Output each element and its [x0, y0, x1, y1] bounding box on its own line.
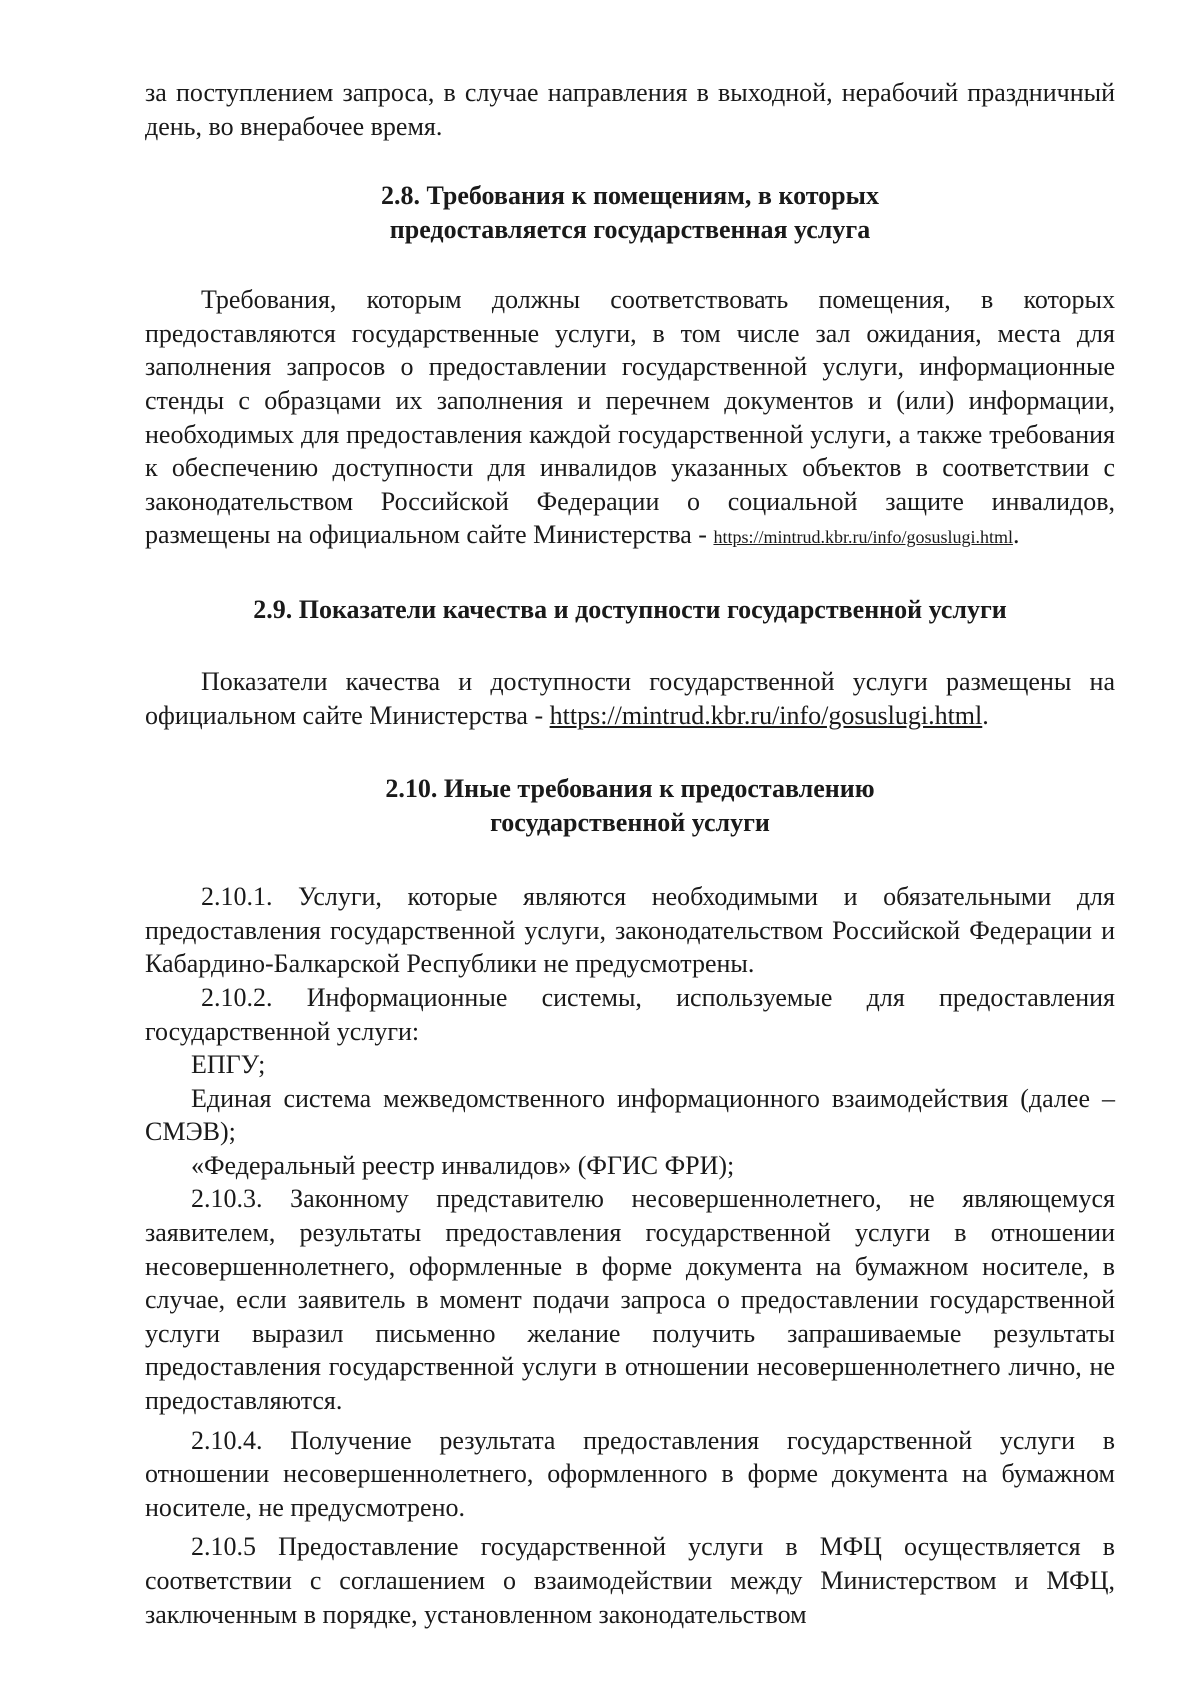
page-content [145, 76, 1115, 1631]
section-2-8-link-suffix: . [1012, 520, 1020, 550]
section-2-10-title-line2: государственной услуги [490, 808, 770, 838]
section-2-8-title-line2: предоставляется государственная услуга [389, 215, 871, 245]
section-2-9-link-suffix: . [982, 700, 989, 730]
section-2-9-heading: 2.9. Показатели качества и доступности государственной услуги [253, 594, 1007, 624]
paragraph-2-10-2: 2.10.2. Информационные системы, используемые для предоставления государственной услуги: [145, 982, 1115, 1046]
section-2-10-title-line1: 2.10. Иные требования к предоставлению [385, 774, 875, 804]
intro-paragraph: за поступлением запроса, в случае направления в выходной, нерабочий праздничный день, во внерабочее время. [145, 78, 1115, 141]
section-2-9-body: Показатели качества и доступности государственной услуги размещены на официальном сайте Министерства - [145, 666, 1115, 730]
section-2-8-paragraph [145, 283, 1115, 555]
section-2-8-link[interactable]: https://mintrud.kbr.ru/info/gosuslugi.html [713, 527, 1013, 548]
paragraph-2-10-5: 2.10.5 Предоставление государственной услуги в МФЦ осуществляется в соответствии с соглашением о взаимодействии между Министерством и МФЦ, заключенным в порядке, установленном законодательством [145, 1532, 1115, 1629]
paragraph-smev: Единая система межведомственного информационного взаимодействия (далее – СМЭВ); [145, 1083, 1115, 1147]
section-2-8-heading [145, 179, 1115, 247]
section-2-10-heading [145, 772, 1115, 840]
section-2-8-title-line1: 2.8. Требования к помещениям, в которых [381, 181, 879, 211]
paragraph-epgu: ЕПГУ; [191, 1050, 266, 1080]
section-2-9-link[interactable]: https://mintrud.kbr.ru/info/gosuslugi.html [549, 700, 983, 730]
paragraph-2-10-4: 2.10.4. Получение результата предоставления государственной услуги в отношении несовершеннолетнего, оформленного в форме документа на бумажном носителе, не предусмотрено. [145, 1425, 1115, 1522]
section-2-9-paragraph [145, 665, 1115, 732]
paragraph-fgis-fri: «Федеральный реестр инвалидов» (ФГИС ФРИ); [191, 1150, 735, 1180]
paragraph-2-10-1: 2.10.1. Услуги, которые являются необходимыми и обязательными для предоставления государственной услуги, законодательством Российской Федерации и Кабардино-Балкарской Республики не предусмотрены. [145, 882, 1115, 979]
section-2-8-body: Требования, которым должны соответствовать помещения, в которых предоставляются государственные услуги, в том числе зал ожидания, места для заполнения запросов о предоставлении государственной услуги, информационные стенды с образцами их заполнения и перечнем документов и (или) информации, необходимых для предоставления каждой государственной услуги, а также требования к обеспечению доступности для инвалидов указанных объектов в соответствии с законодательством Российской Федерации о социальной защите инвалидов, размещены на официальном сайте Министерства - [145, 285, 1115, 550]
paragraph-2-10-3: 2.10.3. Законному представителю несовершеннолетнего, не являющемуся заявителем, результаты предоставления государственной услуги в отношении несовершеннолетнего, оформленные в форме документа на бумажном носителе, в случае, если заявитель в момент подачи запроса о предоставлении государственной услуги выразил письменно желание получить запрашиваемые результаты предоставления государственной услуги в отношении несовершеннолетнего лично, не предоставляются. [145, 1184, 1115, 1416]
